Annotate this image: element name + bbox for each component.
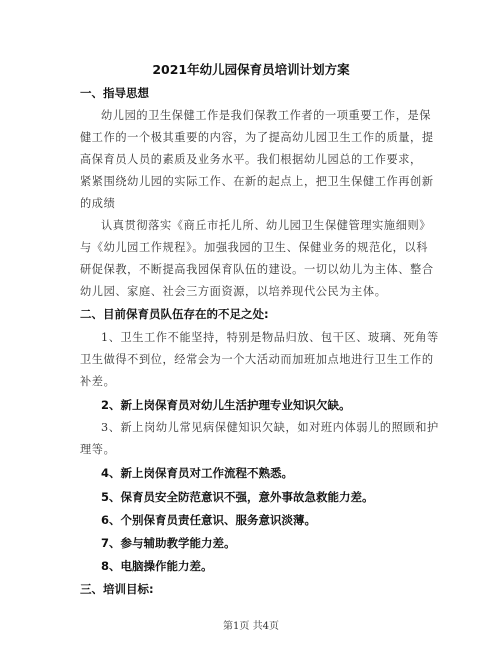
section2-heading: 二、目前保育员队伍存在的不足之处: (80, 307, 269, 321)
paragraph-line: 与《幼儿园工作规程》。加强我园的卫生、保健业务的规范化，以科 (80, 241, 429, 254)
paragraph-line: 研促保教，不断提高我园保育队伍的建设。一切以幼儿为主体、整合 (80, 263, 434, 276)
list-item-line: 卫生做得不到位，经常会为一个大活动而加班加点地进行卫生工作的 (80, 353, 434, 366)
paragraph-line: 幼儿园的卫生保健工作是我们保教工作者的一项重要工作，是保 (101, 109, 432, 122)
list-item-bold: 6、个别保育员责任意识、服务意识淡薄。 (101, 513, 316, 527)
list-item-line: 1、卫生工作不能坚持，特别是物品归放、包干区、玻璃、死角等 (101, 331, 439, 344)
paragraph-line: 认真贯彻落实《商丘市托儿所、幼儿园卫生保健管理实施细则》 (101, 219, 432, 232)
document-title: 2021年幼儿园保育员培训计划方案 (152, 62, 350, 77)
list-item-line: 3、新上岗幼儿常见病保健知识欠缺，如对班内体弱儿的照顾和护 (101, 421, 439, 434)
paragraph-line: 的成绩 (80, 197, 116, 210)
list-item-bold: 2、新上岗保育员对幼儿生活护理专业知识欠缺。 (101, 398, 351, 412)
page-footer: 第1页 共4页 (223, 621, 279, 632)
paragraph-line: 幼儿园、家庭、社会三方面资源，以培养现代公民为主体。 (80, 285, 387, 298)
section1-heading: 一、指导思想 (80, 86, 149, 100)
section3-heading: 三、培训目标: (80, 582, 154, 596)
paragraph-line: 紧紧围绕幼儿园的实际工作、在新的起点上，把卫生保健工作再创新 (80, 175, 434, 188)
paragraph-line: 高保育员人员的素质及业务水平。我们根据幼儿园总的工作要求， (80, 153, 422, 166)
list-item-line: 理等。 (80, 443, 116, 456)
list-item-bold: 7、参与辅助教学能力差。 (101, 536, 236, 550)
list-item-line: 补差。 (80, 375, 116, 388)
paragraph-line: 健工作的一个极其重要的内容，为了提高幼儿园卫生工作的质量，提 (80, 131, 434, 144)
list-item-bold: 5、保育员安全防范意识不强，意外事故急救能力差。 (101, 490, 374, 504)
list-item-bold: 4、新上岗保育员对工作流程不熟悉。 (101, 466, 293, 480)
list-item-bold: 8、电脑操作能力差。 (101, 559, 213, 573)
